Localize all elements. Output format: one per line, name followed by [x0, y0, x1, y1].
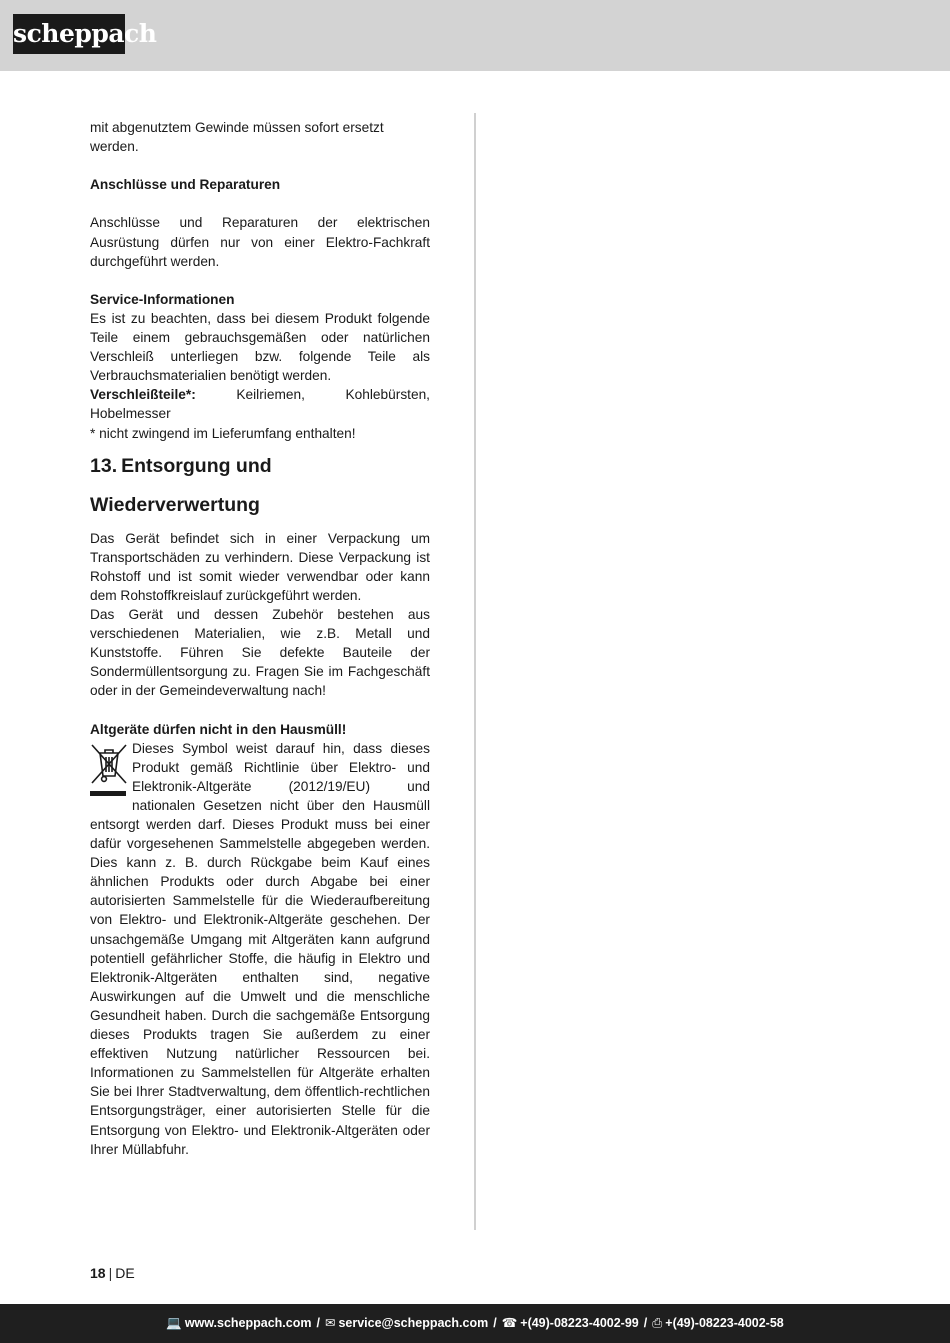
- page-number-value: 18: [90, 1265, 106, 1281]
- page-number-separator: |: [108, 1265, 113, 1281]
- intro-paragraph: mit abgenutztem Gewinde müssen sofort ersetzt werden.: [90, 120, 384, 155]
- disposal-paragraph-1: Das Gerät befindet sich in einer Verpackung um Transportschäden zu verhindern. Diese Verpackung ist Rohstoff und ist somit wieder verwendbar oder kann dem Rohstoffkreislauf zurückgeführt werden.: [90, 530, 430, 603]
- anschluesse-paragraph: Anschlüsse und Reparaturen der elektrischen Ausrüstung dürfen nur von einer Elektro-Fachkraft durchgeführt werden.: [90, 215, 430, 269]
- page-header: [0, 0, 950, 71]
- disposal-paragraph-2: Das Gerät und dessen Zubehör bestehen aus verschiedenen Materialien, wie z.B. Metall und Kunststoffe. Führen Sie defekte Bauteile der Sondermüllentsorgung zu. Fragen Sie im Fachgeschäft oder in der Gemeindeverwaltung nach!: [90, 606, 430, 699]
- footer-slash: /: [493, 1316, 497, 1330]
- footer-email[interactable]: service@scheppach.com: [338, 1316, 489, 1330]
- laptop-icon: 💻: [166, 1316, 182, 1330]
- footer-slash: /: [643, 1316, 648, 1330]
- heading-service: Service-Informationen: [90, 291, 235, 307]
- fax-icon: ⎙: [652, 1316, 663, 1330]
- wear-parts-text: Keilriemen, Kohlebürsten, Hobelmesser: [90, 387, 430, 422]
- note-paragraph: * nicht zwingend im Lieferumfang enthalten!: [90, 425, 356, 441]
- heading-anschluesse: Anschlüsse und Reparaturen: [90, 177, 281, 193]
- footer-fax: +(49)-08223-4002-58: [665, 1316, 784, 1330]
- service-paragraph: Es ist zu beachten, dass bei diesem Produkt folgende Teile einem gebrauchsgemäßen oder natürlichen Verschleiß unterliegen bzw. folgende Teile als Verbrauchsmaterialien benötigt werden.: [90, 310, 430, 384]
- weee-paragraph: Dieses Symbol weist darauf hin, dass dieses Produkt gemäß Richtlinie über Elektro- und Elektronik-Altgeräte (2012/19/EU) und nationalen Gesetzen nicht über den Hausmüll entsorgt werden darf. Dieses Produkt muss bei einer dafür vorgesehenen Sammelstelle abgegeben werden. Dies kann z. B. durch Rückgabe beim Kauf eines ähnlichen Produkts oder durch Abgabe bei einer autorisierten Sammelstelle für die Wiederaufbereitung von Elektro- und Elektronik-Altgeräte geschehen. Der unsachgemäße Umgang mit Altgeräten kann aufgrund potentiell gefährlicher Stoffe, die häufig in Elektro und Elektronik-Altgeräten enthalten sind, negative Auswirkungen auf die Umwelt und die menschliche Gesundheit haben. Durch die sachgemäße Entsorgung dieses Produkts tragen Sie außerdem zu einer effektiven Nutzung natürlicher Ressourcen bei. Informationen zu Sammelstellen für Altgeräte erhalten Sie bei Ihrer Stadtverwaltung, dem öffentlich-rechtlichen Entsorgungsträger, einer autorisierten Stelle für die Entsorgung von Elektro- und Elektronik-Altgeräten oder Ihrer Müllabfuhr.: [90, 740, 430, 1157]
- page-number: [90, 1264, 135, 1282]
- section-heading: [90, 443, 430, 529]
- phone-icon: ☎: [501, 1316, 518, 1330]
- left-column: [90, 118, 430, 1159]
- footer-slash: /: [316, 1316, 320, 1330]
- scheppach-logo: scheppach: [13, 14, 125, 54]
- footer-phone: +(49)-08223-4002-99: [520, 1316, 639, 1330]
- section-title: Entsorgung und Wiederverwertung: [90, 454, 272, 516]
- footer-website[interactable]: www.scheppach.com: [184, 1316, 312, 1330]
- mail-icon: ✉: [324, 1316, 336, 1330]
- wear-parts-paragraph: [90, 385, 430, 423]
- section-number: 13.: [90, 454, 118, 477]
- page-language: DE: [115, 1265, 135, 1281]
- heading-altgeraete: Altgeräte dürfen nicht in den Hausmüll!: [90, 721, 347, 737]
- crossed-out-wheelie-bin-icon: [90, 741, 128, 799]
- wear-parts-label: Verschleißteile*:: [90, 387, 196, 403]
- page-footer: [0, 1304, 950, 1343]
- column-divider: [474, 113, 476, 1230]
